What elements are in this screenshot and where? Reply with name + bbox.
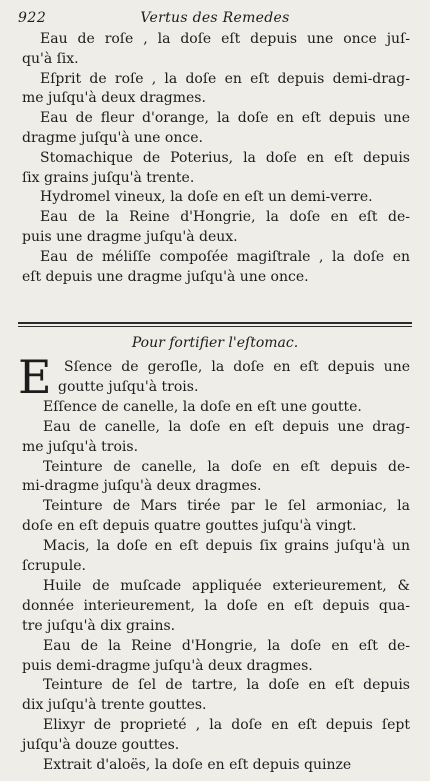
text-line: Extrait d'aloës, la doſe en eſt depuis quinze — [43, 757, 352, 773]
text-line: juſqu'à douze gouttes. — [22, 737, 180, 754]
running-title: Vertus des Remedes — [140, 10, 290, 26]
text-line: puis demi-dragme juſqu'à deux dragmes. — [22, 657, 313, 674]
text-line: Teinture de canelle, la doſe en eſt depuis de- — [43, 458, 410, 475]
text-line: Huile de muſcade appliquée exterieurement, & — [43, 577, 410, 594]
text-line: eſt depuis une dragme juſqu'à une once. — [22, 268, 309, 285]
text-line: Eau de fleur d'orange, la doſe en eſt depuis une — [40, 110, 410, 127]
text-line: mi-dragme juſqu'à deux dragmes. — [22, 478, 262, 495]
text-line: Sſence de geroſle, la doſe en eſt depuis une — [64, 359, 410, 375]
drop-cap: E — [18, 350, 52, 404]
text-line: dix juſqu'à trente gouttes. — [22, 697, 207, 714]
text-line: Macis, la doſe en eſt depuis ſix grains juſqu'à un — [43, 538, 410, 555]
text-line: ſix grains juſqu'à trente. — [22, 169, 195, 186]
text-line: Eau de roſe , la doſe eſt depuis une once juſ- — [40, 31, 410, 47]
text-line: me juſqu'à deux dragmes. — [22, 90, 206, 107]
text-line: qu'à ſix. — [22, 50, 79, 67]
section-divider-thick — [18, 322, 412, 324]
page-header — [18, 8, 412, 28]
text-line: dragme juſqu'à une once. — [22, 130, 203, 146]
text-line: Stomachique de Poterius, la doſe en eſt depuis — [40, 149, 410, 166]
text-line: donnée interieurement, la doſe en eſt depuis qua- — [22, 597, 410, 614]
text-line: Teinture de Mars tirée par le ſel armoniac, la — [43, 498, 410, 515]
text-line: Elixyr de proprieté , la doſe en eſt depuis ſept — [43, 717, 410, 734]
section-divider-thin — [18, 326, 412, 327]
text-line: Eau de la Reine d'Hongrie, la doſe en eſt de- — [43, 637, 410, 654]
text-line: doſe en eſt depuis quatre gouttes juſqu'à vingt. — [22, 518, 357, 535]
text-line: Hydromel vineux, la doſe en eſt un demi-verre. — [40, 189, 373, 206]
text-line: Eau de la Reine d'Hongrie, la doſe en eſt de- — [40, 209, 410, 226]
text-line: Eſprit de roſe , la doſe en eſt depuis demi-drag- — [40, 70, 410, 87]
text-line: me juſqu'à trois. — [22, 438, 139, 455]
text-line: ſcrupule. — [22, 558, 86, 574]
section-title: Pour fortifier l'eſtomac. — [131, 335, 299, 351]
text-line: tre juſqu'à dix grains. — [22, 617, 176, 634]
text-line: Eau de méliſſe compoſée magiſtrale , la doſe en — [40, 248, 410, 265]
text-line: Teinture de ſel de tartre, la doſe en eſt depuis — [43, 677, 410, 694]
text-line: Eſſence de canelle, la doſe en eſt une goutte. — [43, 398, 362, 415]
text-line: puis une dragme juſqu'à deux. — [22, 229, 238, 245]
page-number: 922 — [18, 10, 47, 26]
text-line: Eau de canelle, la doſe en eſt depuis une drag- — [43, 418, 410, 435]
text-line: goutte juſqu'à trois. — [58, 378, 199, 395]
